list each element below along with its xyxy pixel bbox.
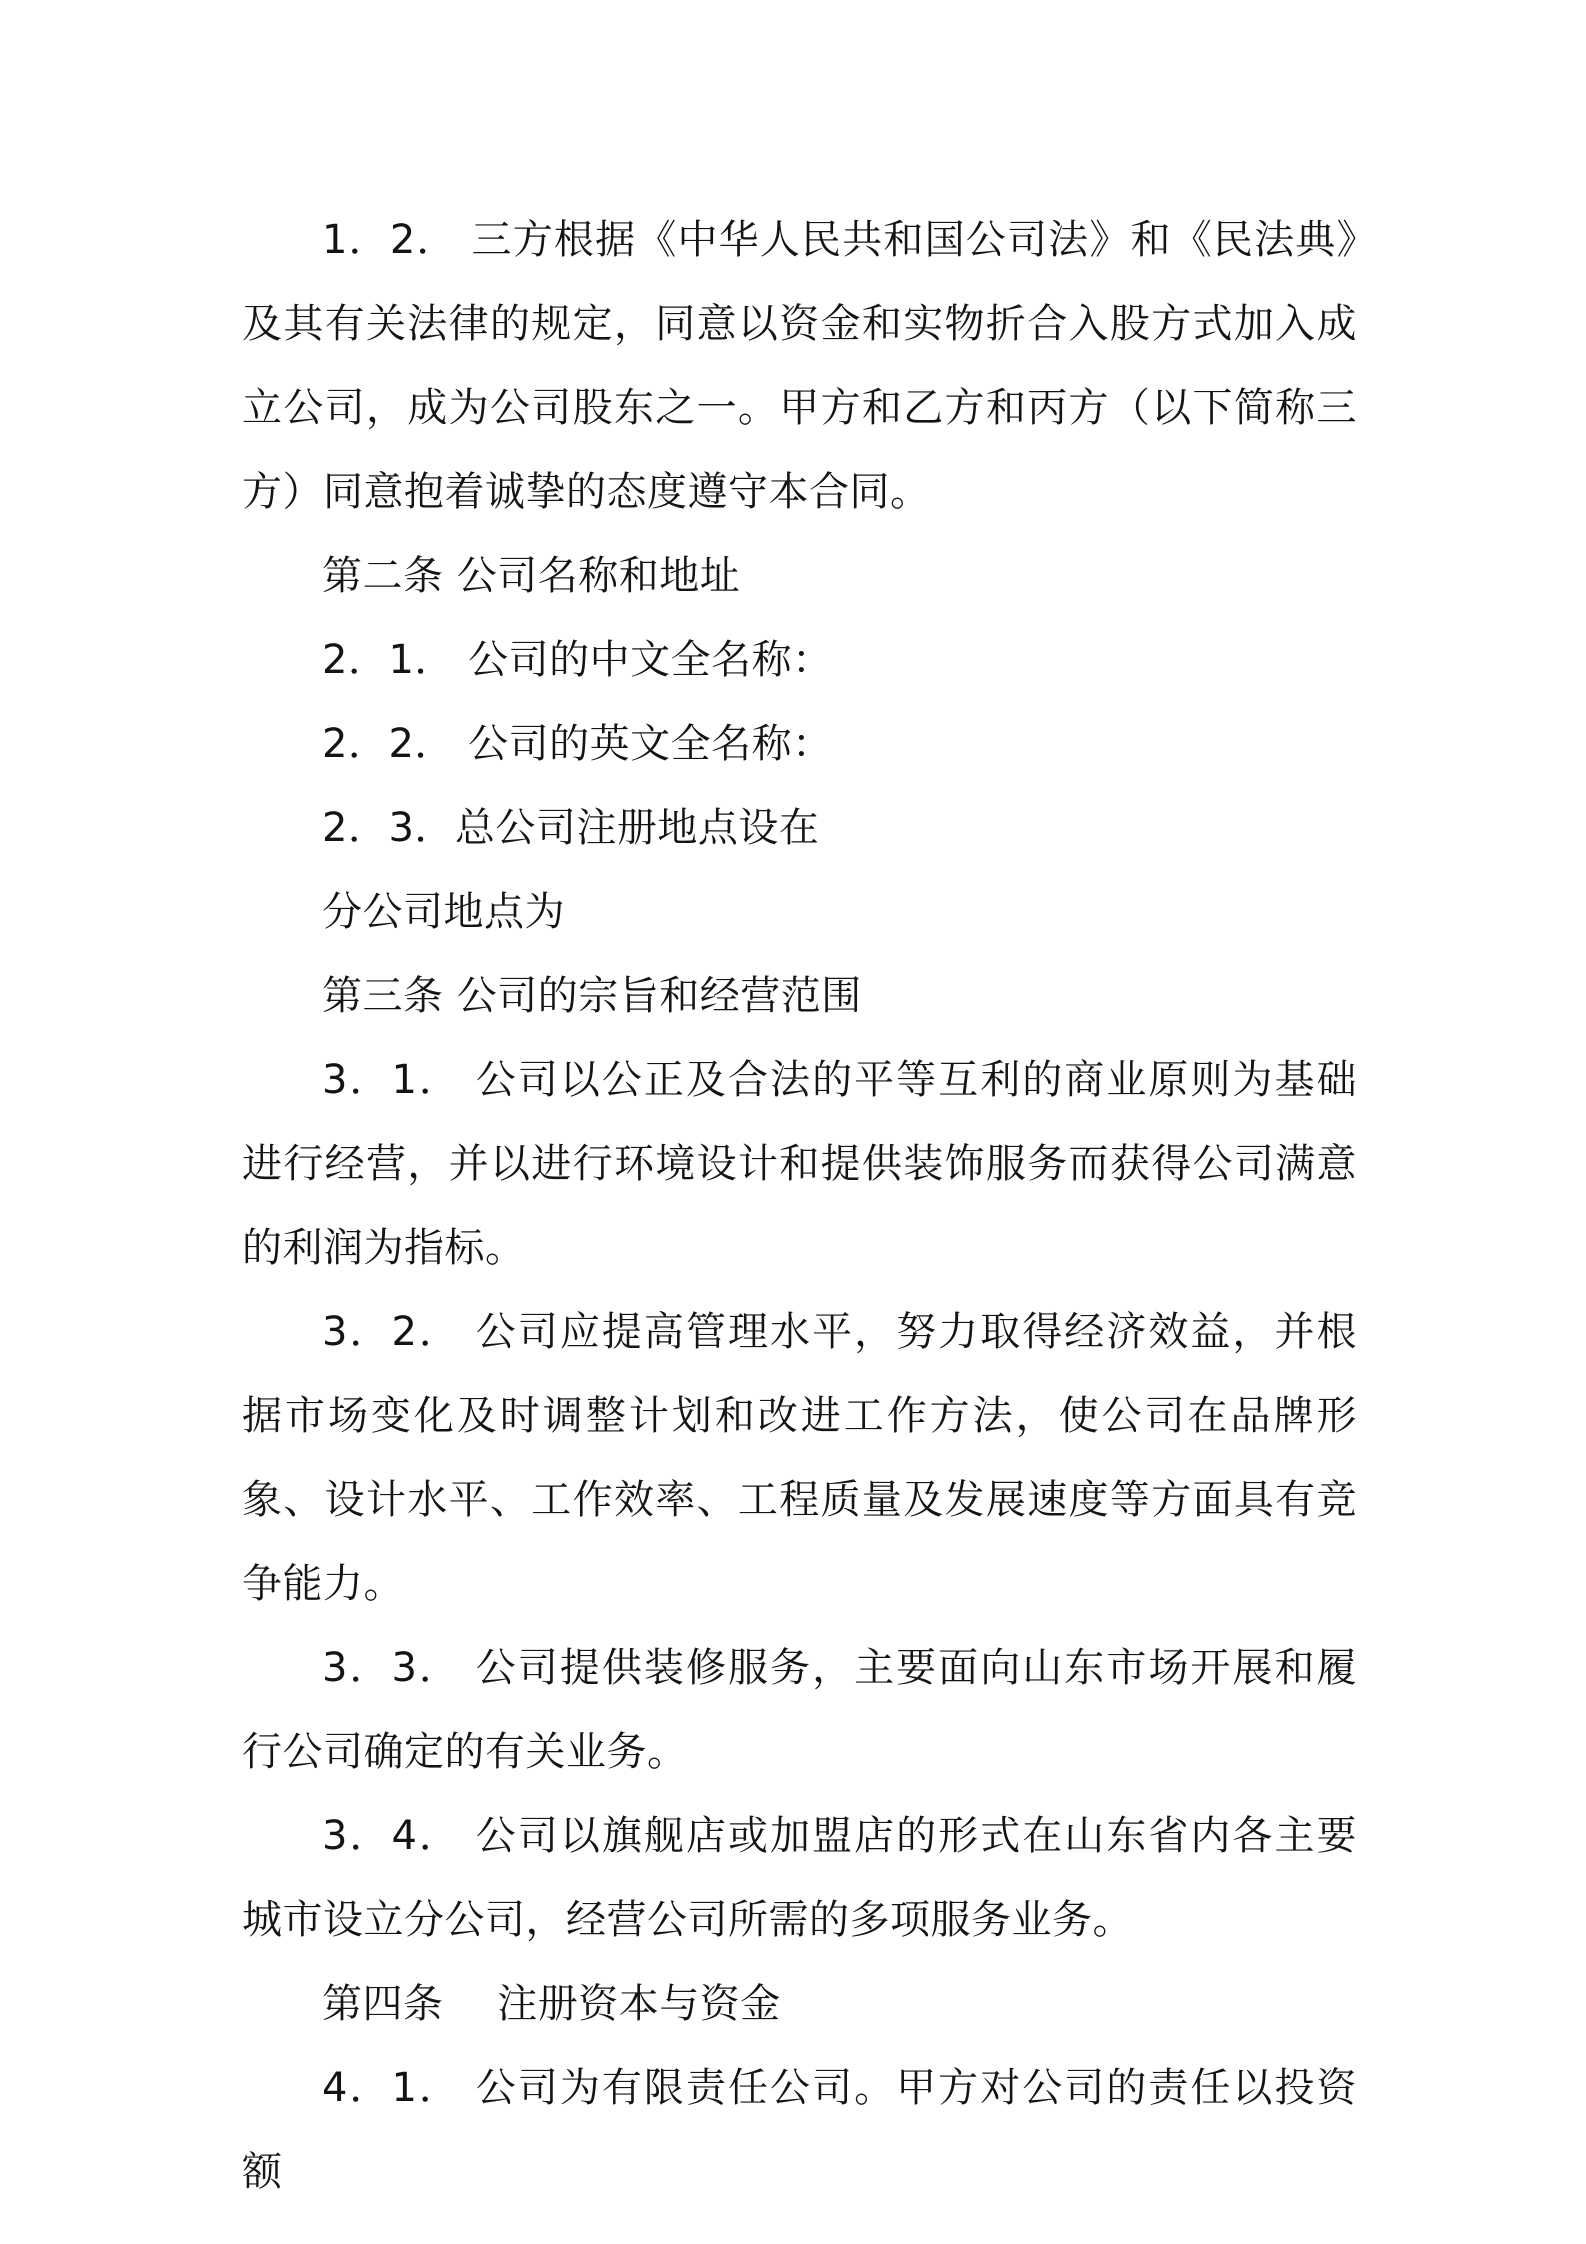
paragraph-4-1: 4．1． 公司为有限责任公司。甲方对公司的责任以投资额 (242, 2065, 1357, 2195)
paragraph-3-2: 3．2． 公司应提高管理水平，努力取得经济效益，并根据市场变化及时调整计划和改进工作方法，使公司在品牌形象、设计水平、工作效率、工程质量及发展速度等方面具有竞争能力。 (242, 1309, 1357, 1607)
article-3-heading: 第三条 公司的宗旨和经营范围 (322, 973, 862, 1019)
article-2-heading: 第二条 公司名称和地址 (322, 553, 741, 599)
branch-location-line: 分公司地点为 (322, 889, 565, 935)
paragraph-3-4: 3．4． 公司以旗舰店或加盟店的形式在山东省内各主要城市设立分公司，经营公司所需的多项服务业务。 (242, 1813, 1357, 1943)
paragraph-2-2: 2．2． 公司的英文全名称： (322, 721, 833, 767)
paragraph-2-3: 2．3．总公司注册地点设在 (322, 805, 820, 851)
article-4-heading: 第四条 注册资本与资金 (322, 1981, 781, 2027)
paragraph-2-1: 2．1． 公司的中文全名称： (322, 637, 833, 683)
paragraph-3-3: 3．3． 公司提供装修服务，主要面向山东市场开展和履行公司确定的有关业务。 (242, 1645, 1357, 1775)
paragraph-1-2: 1．2． 三方根据《中华人民共和国公司法》和《民法典》及其有关法律的规定，同意以资金和实物折合入股方式加入成立公司，成为公司股东之一。甲方和乙方和丙方（以下简称三方）同意抱着诚挚的态度遵守本合同。 (242, 217, 1357, 515)
paragraph-3-1: 3．1． 公司以公正及合法的平等互利的商业原则为基础进行经营，并以进行环境设计和提供装饰服务而获得公司满意的利润为指标。 (242, 1057, 1357, 1271)
document-body (242, 198, 1357, 2214)
